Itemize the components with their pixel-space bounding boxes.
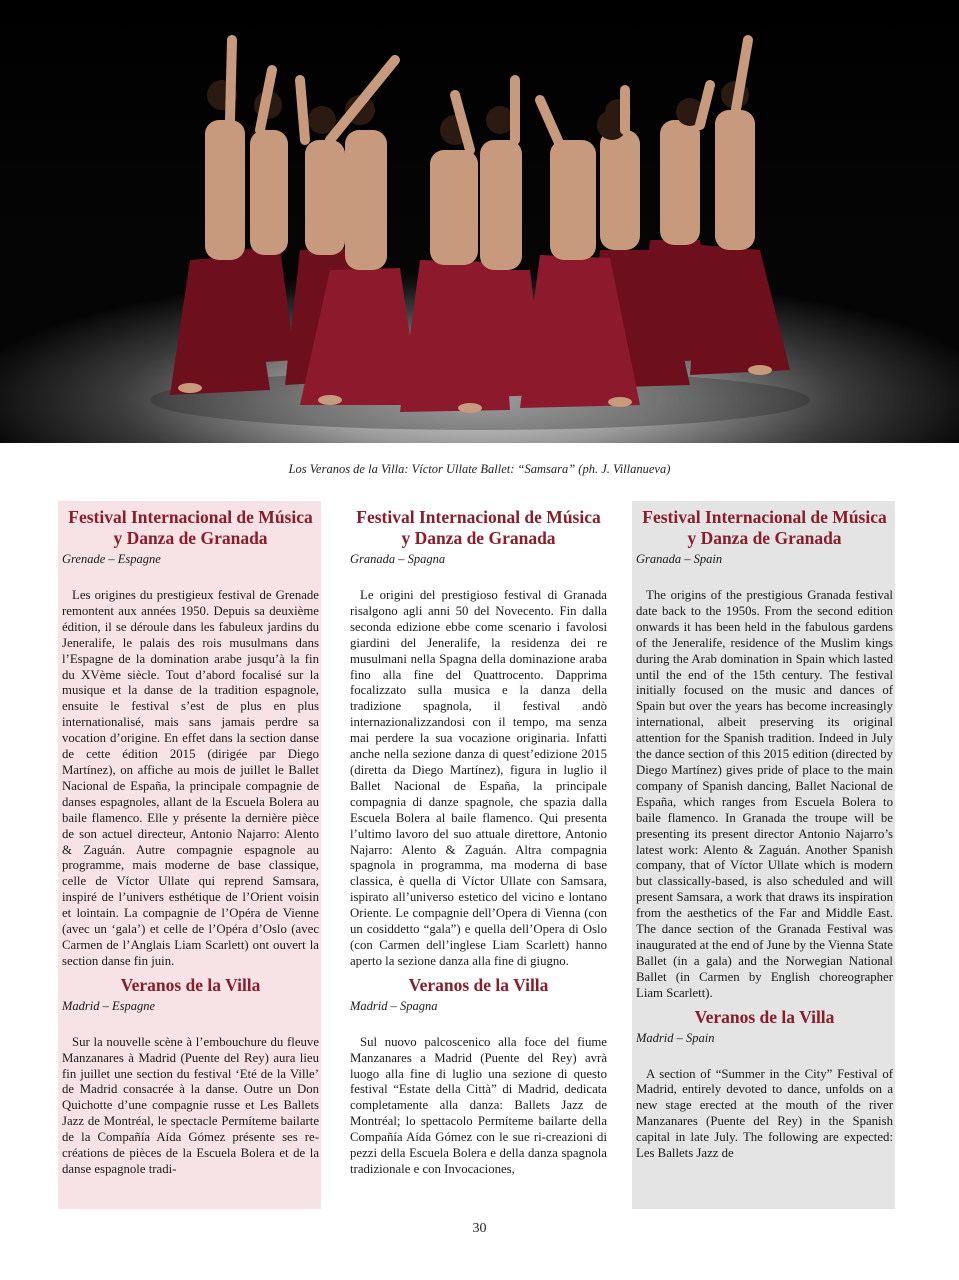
section-body: Les origines du prestigieux festival de Grenade remontent aux années 1950. Depuis sa deuxième édition, il se déroule dans les fabuleux jardins du Jeneralife, le palais des rois musulmans dans l’Espagne de la domination arabe jusqu’à la fin du XVème siècle. Tout d’abord focalisé sur la musique et la danse de la tradition espagnole, ensuite le festival s’est de plus en plus internationalisé, mais sans jamais perdre sa vocation d’origine. En effet dans la section danse de cette édition 2015 (dirigée par Diego Martínez), on affiche au mois de juillet le Ballet Nacional de España, la principale compagnie de danses espagnoles, allant de la Escuela Bolera au baile flamenco. Elle y présente la dernière pièce de son actuel directeur, Antonio Najarro: Alento & Zaguán. Autre compagnie espagnole au programme, mais moderne de base classique, celle de Víctor Ullate qui reprend Samsara, inspiré de l’univers esthétique de l’Orient voisin et lointain. La compagnie de l’Opéra de Vienne (avec un ‘gala’) et celle de l’Opéra d’Oslo (avec Carmen de l’Anglais Liam Scarlett) ont ouvert la section danse fin juin. [62,588,319,968]
section-title-2: Veranos de la Villa [120,974,261,995]
dance-photo [0,0,959,443]
section-title-2: Veranos de la Villa [694,1006,835,1027]
section-location: Granada – Spagna [350,552,446,566]
section-body-2: Sur la nouvelle scène à l’embouchure du fleuve Manzanares à Madrid (Puente del Rey) aura lieu fin juillet une section du festival ‘Eté de la Ville’ de Madrid consacrée à la danse. Outre un Don Quichotte d’une compagnie russe et Les Ballets Jazz de Montréal, le spectacle Permíteme bailarte de la Compañía Aída Gómez présente ses re-créations de pièces de la Escuela Bolera et de la danse espagnole tradi- [62,1034,319,1176]
section-body-2: A section of “Summer in the City” Festival of Madrid, entirely devoted to dance, unfolds on a new stage erected at the mouth of the river Manzanares (Puente del Rey) in the Spanish capital in late July. The following are expected: Les Ballets Jazz de [636,1066,893,1161]
photo-caption: Los Veranos de la Villa: Víctor Ullate Ballet: “Samsara” (ph. J. Villanueva) [288,462,671,476]
column-french [58,501,321,1209]
section-location-2: Madrid – Spagna [350,998,438,1013]
dancers-illustration [0,0,959,443]
page-number: 30 [472,1221,487,1236]
column-italian [346,501,609,1209]
section-title: Festival Internacional de Música y Danza de Granada [642,507,887,548]
section-title-2: Veranos de la Villa [408,974,549,995]
section-title: Festival Internacional de Música y Danza de Granada [356,507,601,548]
section-title: Festival Internacional de Música y Danza de Granada [68,507,313,548]
section-location-2: Madrid – Espagne [62,998,156,1013]
section-location: Grenade – Espagne [62,552,161,566]
section-body: The origins of the prestigious Granada festival date back to the 1950s. From the second edition onwards it has been held in the fabulous gardens of the Jeneralife, residence of the Muslim kings during the Arab domination in Spain which lasted until the end of the 15th century. The festival initially focused on the music and dances of Spain but over the years has become increasingly international, albeit preserving its original attention for the Spanish tradition. Indeed in July the dance section of this 2015 edition (directed by Diego Martínez) gives pride of place to the main company of Spanish dancing, Ballet Nacional de España, which ranges from Escuela Bolera to baile flamenco. In Granada the troupe will be presenting its present director Antonio Najarro’s latest work: Alento & Zaguán. Another Spanish company, that of Víctor Ullate which is modern but classically-based, is also scheduled and will present Samsara, a work that draws its inspiration from the aesthetics of the Far and Middle East. The dance section of the Granada Festival was inaugurated at the end of June by the Vienna State Ballet (in a gala) and the Norwegian National Ballet (in Carmen by English choreographer Liam Scarlett). [636,588,893,1000]
section-location: Granada – Spain [636,552,723,566]
section-body-2: Sul nuovo palcoscenico alla foce del fiume Manzanares a Madrid (Puente del Rey) avrà luogo alla fine di luglio una sezione di questo festival “Estate della Città” di Madrid, dedicata completamente alla danza: Ballets Jazz de Montréal; lo spettacolo Permíteme bailarte della Compañía Aída Gómez con le sue ri-creazioni di pezzi della Escuela Bolera e della danza spagnola tradizionale e con Invocaciones, [350,1034,607,1176]
section-body: Le origini del prestigioso festival di Granada risalgono agli anni 50 del Novecento. Fin dalla seconda edizione ebbe come scenario i favolosi giardini del Jeneralife, la residenza dei re musulmani nella Spagna della dominazione araba fino alla fine del Quattrocento. Dapprima focalizzato sulla musica e la danza della tradizione spagnola, il festival andò internazionalizzandosi con il tempo, ma senza mai perdere la sua vocazione originaria. Infatti anche nella sezione danza di quest’edizione 2015 (diretta da Diego Martínez), figura in luglio il Ballet Nacional de España, la principale compagnia di danze spagnole, che spazia dalla Escuela Bolera al baile flamenco. Qui presenta l’ultimo lavoro del suo attuale direttore, Antonio Najarro: Alento & Zaguán. Altra compagnia spagnola in programma, ma moderna di base classica, è quella di Víctor Ullate con Samsara, ispirato all’universo estetico del vicino e lontano Oriente. Le compagnie dell’Opera di Vienna (con un cosiddetto “gala”) e quella dell’Opera di Oslo (con Carmen dell’inglese Liam Scarlett) hanno aperto la sezione danza alla fine di giugno. [350,588,607,968]
section-location-2: Madrid – Spain [636,1030,715,1045]
column-english [632,501,895,1209]
